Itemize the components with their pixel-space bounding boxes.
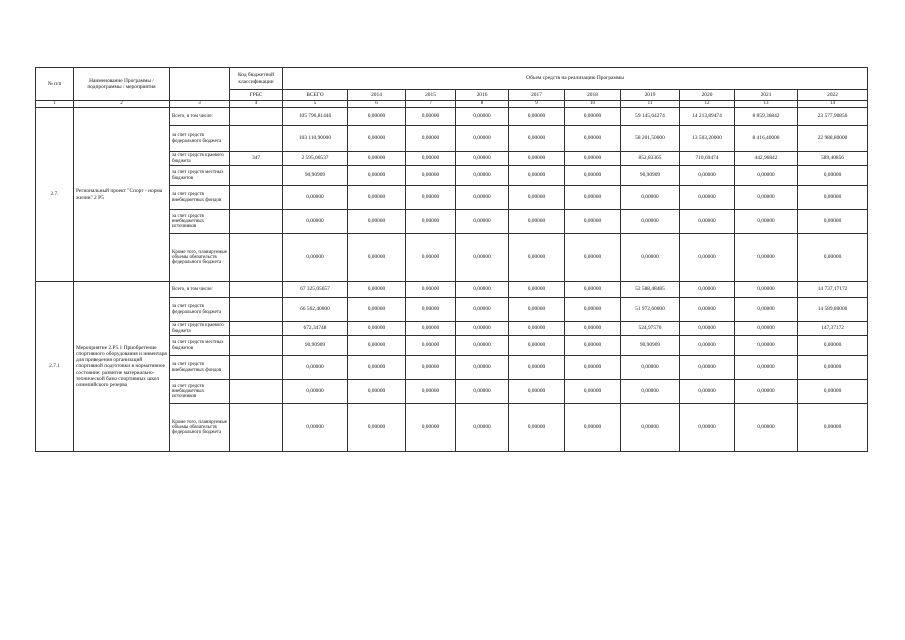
year-value: 0,00000 [798, 404, 868, 452]
year-value: 0,00000 [456, 126, 509, 152]
year-value: 0,00000 [798, 380, 868, 404]
year-value: 0,00000 [406, 234, 456, 282]
grbs-code [230, 298, 283, 322]
total-value: 0,00000 [283, 234, 348, 282]
grbs-code [230, 404, 283, 452]
year-header: 2014 [348, 90, 406, 101]
funding-source-label: Кроме того, планируемые объемы обязательств федерального бюджета [170, 404, 230, 452]
column-number: 13 [735, 101, 798, 108]
year-value: 0,00000 [680, 234, 735, 282]
year-value: 0,00000 [348, 380, 406, 404]
year-value: 0,00000 [509, 152, 565, 166]
year-value: 0,00000 [456, 186, 509, 210]
year-value: 8 859,36842 [735, 108, 798, 126]
year-value: 0,00000 [456, 234, 509, 282]
year-value: 0,00000 [798, 356, 868, 380]
col-total-header: ВСЕГО [283, 90, 348, 101]
column-number: 11 [621, 101, 680, 108]
funding-source-label: за счет средств местных бюджетов [170, 336, 230, 356]
year-value: 0,00000 [680, 404, 735, 452]
year-value: 0,00000 [509, 108, 565, 126]
year-value: 0,00000 [406, 126, 456, 152]
year-value: 0,00000 [509, 166, 565, 186]
column-number: 5 [283, 101, 348, 108]
grbs-code [230, 282, 283, 298]
funding-source-label: за счет средств федерального бюджета [170, 298, 230, 322]
year-value: 22 988,80000 [798, 126, 868, 152]
year-header: 2022 [798, 90, 868, 101]
year-value: 0,00000 [456, 404, 509, 452]
total-value: 66 562,40000 [283, 298, 348, 322]
year-value: 0,00000 [735, 380, 798, 404]
year-value: 0,00000 [456, 356, 509, 380]
year-value: 0,00000 [456, 298, 509, 322]
year-value: 442,96842 [735, 152, 798, 166]
total-value: 67 325,05657 [283, 282, 348, 298]
year-value: 0,00000 [406, 210, 456, 234]
funding-source-label: Кроме того, планируемые объемы обязательств федерального бюджета [170, 234, 230, 282]
year-value: 58 201,50000 [621, 126, 680, 152]
year-value: 0,00000 [509, 404, 565, 452]
year-value: 0,00000 [509, 234, 565, 282]
year-value: 0,00000 [406, 380, 456, 404]
year-value: 23 577,90856 [798, 108, 868, 126]
year-value: 0,00000 [735, 282, 798, 298]
year-value: 0,00000 [348, 298, 406, 322]
year-value: 0,00000 [565, 356, 621, 380]
year-value: 852,83365 [621, 152, 680, 166]
total-value: 0,00000 [283, 404, 348, 452]
year-value: 14 213,89474 [680, 108, 735, 126]
year-value: 0,00000 [565, 322, 621, 336]
year-value: 0,00000 [565, 166, 621, 186]
year-value: 0,00000 [456, 152, 509, 166]
year-header: 2016 [456, 90, 509, 101]
year-value: 710,69474 [680, 152, 735, 166]
year-value: 51 972,60000 [621, 298, 680, 322]
grbs-code [230, 108, 283, 126]
grbs-code: 347 [230, 152, 283, 166]
budget-table [35, 67, 868, 452]
grbs-code [230, 166, 283, 186]
year-value: 0,00000 [348, 356, 406, 380]
year-value: 0,00000 [735, 234, 798, 282]
year-value: 0,00000 [348, 336, 406, 356]
year-value: 0,00000 [509, 126, 565, 152]
year-value: 0,00000 [509, 336, 565, 356]
column-number: 14 [798, 101, 868, 108]
year-value: 0,00000 [565, 336, 621, 356]
total-value: 90,90909 [283, 166, 348, 186]
total-value: 672,34748 [283, 322, 348, 336]
funding-source-label: Всего, в том числе: [170, 108, 230, 126]
year-value: 0,00000 [565, 210, 621, 234]
funding-source-label: за счет средств внебюджетных фондов [170, 356, 230, 380]
total-value: 0,00000 [283, 356, 348, 380]
year-value: 0,00000 [406, 322, 456, 336]
year-value: 0,00000 [680, 336, 735, 356]
year-value: 0,00000 [621, 404, 680, 452]
year-value: 0,00000 [406, 186, 456, 210]
column-number: 2 [74, 101, 170, 108]
year-value: 0,00000 [509, 298, 565, 322]
col-no-header: № п/п [36, 68, 74, 101]
column-number: 1 [36, 101, 74, 108]
year-value: 0,00000 [348, 282, 406, 298]
column-number: 3 [170, 101, 230, 108]
year-value: 0,00000 [509, 210, 565, 234]
year-value: 0,00000 [798, 336, 868, 356]
year-header: 2017 [509, 90, 565, 101]
year-value: 0,00000 [509, 380, 565, 404]
year-value: 0,00000 [680, 322, 735, 336]
year-value: 0,00000 [565, 380, 621, 404]
year-value: 0,00000 [621, 210, 680, 234]
year-value: 0,00000 [735, 404, 798, 452]
year-value: 0,00000 [456, 322, 509, 336]
col-grbs-header: ГРБС [230, 90, 283, 101]
year-value: 0,00000 [680, 186, 735, 210]
year-value: 0,00000 [348, 186, 406, 210]
year-value: 0,00000 [565, 108, 621, 126]
year-value: 0,00000 [680, 166, 735, 186]
year-value: 0,00000 [621, 356, 680, 380]
year-value: 0,00000 [798, 234, 868, 282]
year-header: 2019 [621, 90, 680, 101]
year-value: 0,00000 [680, 282, 735, 298]
year-value: 0,00000 [565, 186, 621, 210]
item-number: 2.7. [36, 108, 74, 282]
year-header: 2021 [735, 90, 798, 101]
total-value: 2 595,00537 [283, 152, 348, 166]
funding-source-label: за счет средств внебюджетных источников [170, 380, 230, 404]
year-value: 0,00000 [565, 404, 621, 452]
year-value: 0,00000 [680, 298, 735, 322]
year-value: 0,00000 [735, 336, 798, 356]
year-header: 2018 [565, 90, 621, 101]
year-value: 0,00000 [509, 186, 565, 210]
column-number: 6 [348, 101, 406, 108]
year-value: 0,00000 [406, 404, 456, 452]
year-value: 8 416,40000 [735, 126, 798, 152]
total-value: 103 110,90000 [283, 126, 348, 152]
funding-source-label: за счет средств внебюджетных фондов [170, 186, 230, 210]
funding-source-label: за счет средств местных бюджетов [170, 166, 230, 186]
grbs-code [230, 234, 283, 282]
year-value: 0,00000 [348, 126, 406, 152]
column-number: 4 [230, 101, 283, 108]
year-value: 0,00000 [348, 152, 406, 166]
funding-source-label: за счет средств федерального бюджета [170, 126, 230, 152]
year-value: 0,00000 [406, 298, 456, 322]
year-value: 0,00000 [348, 322, 406, 336]
column-number: 12 [680, 101, 735, 108]
column-number-row [36, 101, 868, 108]
table-row [36, 282, 868, 298]
total-value: 0,00000 [283, 380, 348, 404]
year-value: 0,00000 [798, 210, 868, 234]
year-value: 0,00000 [680, 210, 735, 234]
year-value: 0,00000 [565, 282, 621, 298]
grbs-code [230, 380, 283, 404]
total-value: 0,00000 [283, 210, 348, 234]
year-value: 0,00000 [798, 186, 868, 210]
year-value: 0,00000 [735, 186, 798, 210]
year-value: 0,00000 [406, 152, 456, 166]
column-number: 7 [406, 101, 456, 108]
item-name: Мероприятие 2.P5.1 Приобретение спортивного оборудования и инвентаря для приведения организаций спортивной подготовки в нормативное состояние: развитие материально-технической базы спортивных школ олимпийского резерва [74, 282, 170, 452]
year-value: 0,00000 [680, 356, 735, 380]
col-volume-header: Объем средств на реализацию Программы [283, 68, 868, 90]
grbs-code [230, 322, 283, 336]
item-number: 2.7.1 [36, 282, 74, 452]
header-row-top [36, 68, 868, 90]
grbs-code [230, 186, 283, 210]
year-value: 59 145,64274 [621, 108, 680, 126]
year-value: 0,00000 [565, 152, 621, 166]
year-value: 90,90909 [621, 336, 680, 356]
year-value: 0,00000 [456, 336, 509, 356]
year-header: 2020 [680, 90, 735, 101]
year-value: 0,00000 [406, 336, 456, 356]
year-value: 14 737,17172 [798, 282, 868, 298]
year-value: 0,00000 [735, 298, 798, 322]
year-value: 0,00000 [456, 282, 509, 298]
year-value: 0,00000 [456, 166, 509, 186]
funding-source-label: за счет средств краевого бюджета [170, 322, 230, 336]
year-value: 0,00000 [735, 356, 798, 380]
year-value: 0,00000 [680, 380, 735, 404]
year-value: 13 503,20000 [680, 126, 735, 152]
year-value: 0,00000 [348, 108, 406, 126]
total-value: 90,90909 [283, 336, 348, 356]
year-value: 0,00000 [406, 282, 456, 298]
total-value: 105 796,81446 [283, 108, 348, 126]
year-value: 0,00000 [565, 126, 621, 152]
column-number: 9 [509, 101, 565, 108]
year-value: 0,00000 [509, 282, 565, 298]
year-value: 0,00000 [735, 322, 798, 336]
year-value: 524,97576 [621, 322, 680, 336]
table-row [36, 108, 868, 126]
year-value: 0,00000 [621, 186, 680, 210]
year-header: 2015 [406, 90, 456, 101]
year-value: 14 589,80000 [798, 298, 868, 322]
year-value: 0,00000 [735, 210, 798, 234]
col-empty-header [170, 68, 230, 101]
col-code-header: Код бюджетной классификации [230, 68, 283, 90]
year-value: 0,00000 [406, 166, 456, 186]
year-value: 0,00000 [348, 210, 406, 234]
year-value: 589,40856 [798, 152, 868, 166]
column-number: 8 [456, 101, 509, 108]
year-value: 0,00000 [735, 166, 798, 186]
col-name-header: Наименование Программы / подпрограммы / мероприятия [74, 68, 170, 101]
year-value: 147,37172 [798, 322, 868, 336]
total-value: 0,00000 [283, 186, 348, 210]
year-value: 0,00000 [798, 166, 868, 186]
grbs-code [230, 336, 283, 356]
year-value: 0,00000 [456, 108, 509, 126]
year-value: 52 588,48485 [621, 282, 680, 298]
funding-source-label: за счет средств краевого бюджета [170, 152, 230, 166]
funding-source-label: Всего, в том числе: [170, 282, 230, 298]
year-value: 0,00000 [509, 356, 565, 380]
grbs-code [230, 356, 283, 380]
year-value: 0,00000 [348, 166, 406, 186]
year-value: 0,00000 [456, 210, 509, 234]
year-value: 0,00000 [348, 234, 406, 282]
year-value: 0,00000 [406, 108, 456, 126]
column-number: 10 [565, 101, 621, 108]
year-value: 0,00000 [565, 298, 621, 322]
funding-source-label: за счет средств внебюджетных источников [170, 210, 230, 234]
year-value: 0,00000 [621, 380, 680, 404]
grbs-code [230, 210, 283, 234]
item-name: Региональный проект "Спорт - норма жизни" 2 P5 [74, 108, 170, 282]
year-value: 0,00000 [509, 322, 565, 336]
year-value: 0,00000 [621, 234, 680, 282]
year-value: 0,00000 [565, 234, 621, 282]
year-value: 0,00000 [456, 380, 509, 404]
grbs-code [230, 126, 283, 152]
year-value: 90,90909 [621, 166, 680, 186]
year-value: 0,00000 [348, 404, 406, 452]
year-value: 0,00000 [406, 356, 456, 380]
